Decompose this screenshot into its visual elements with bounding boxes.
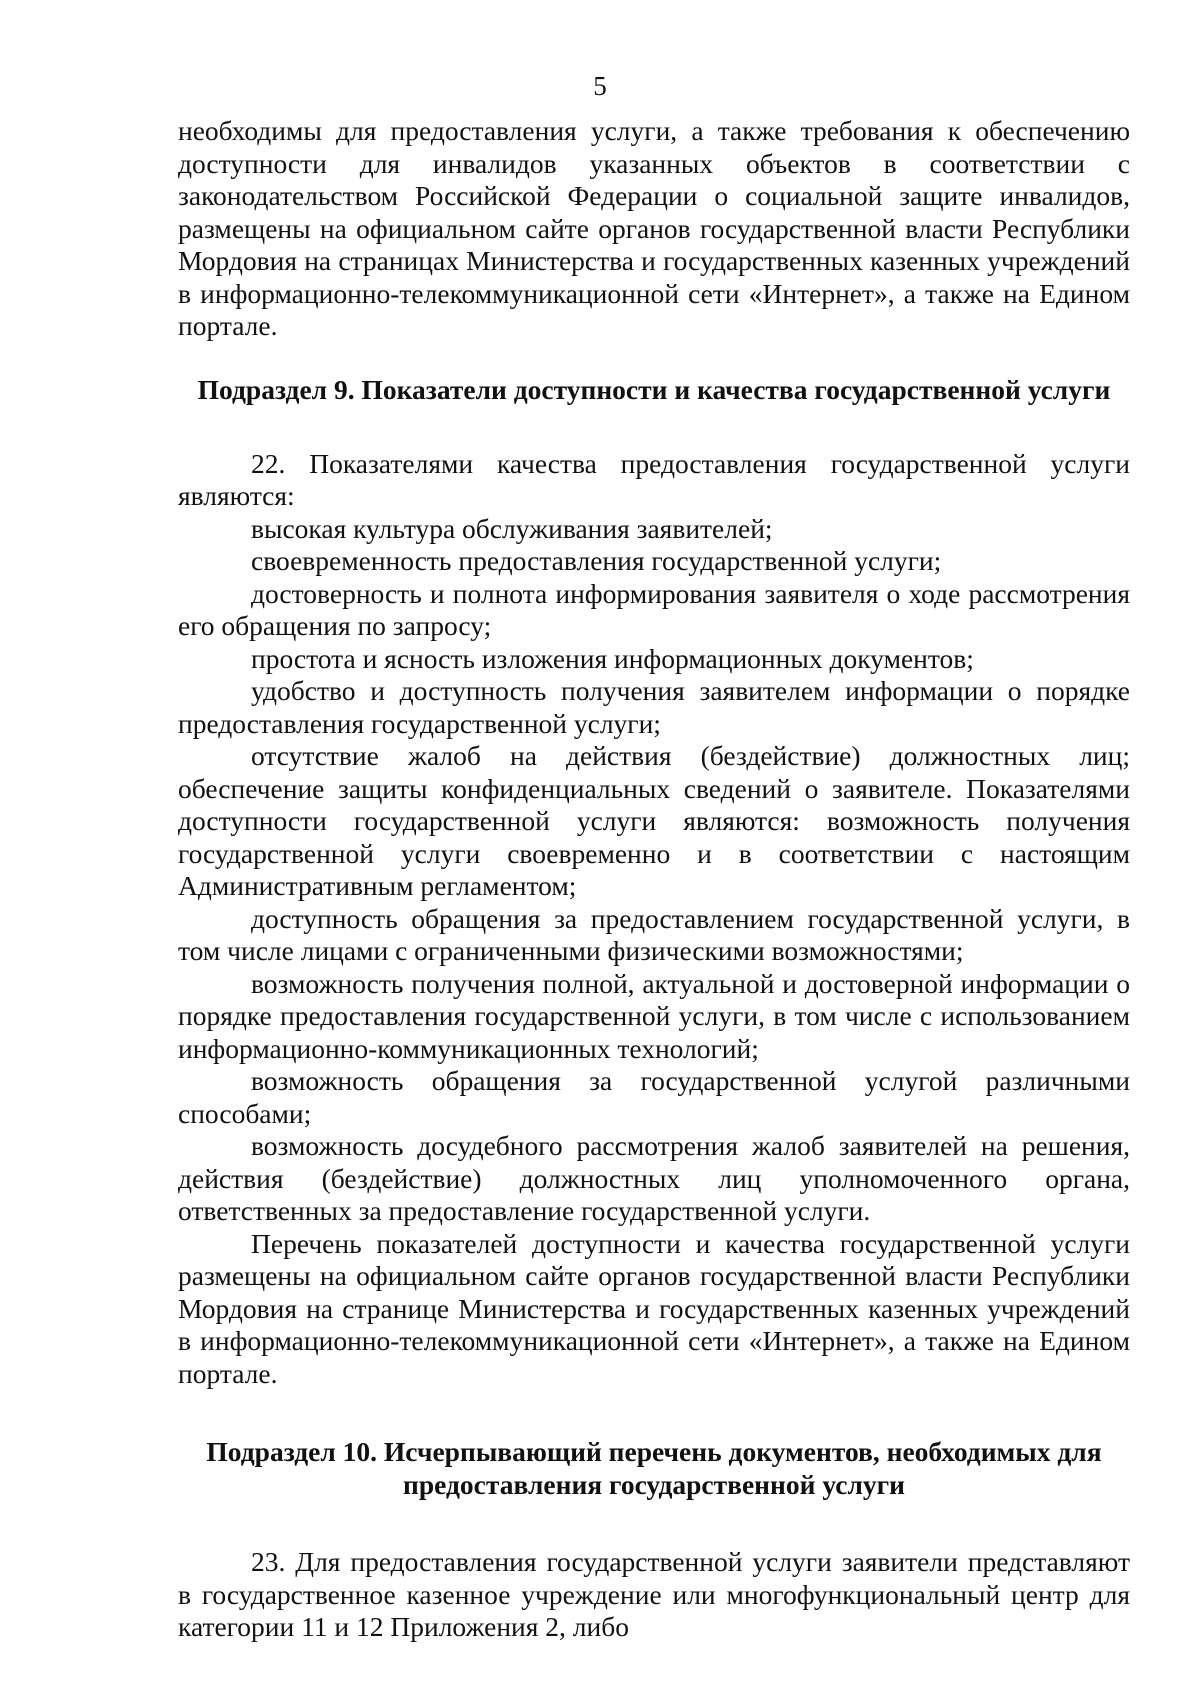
- paragraph-publication: Перечень показателей доступности и качества государственной услуги размещены на официальном сайте органов государственной власти Республики Мордовия на странице Министерства и государственных казенных учреждений в информационно-телекоммуникационной сети «Интернет», а также на Едином портале.: [178, 1227, 1130, 1389]
- paragraph-23: 23. Для предоставления государственной услуги заявители представляют в государственное казенное учреждение или многофункциональный центр для категории 11 и 12 Приложения 2, либо: [178, 1546, 1130, 1642]
- paragraph-22: 22. Показателями качества предоставления государственной услуги являются:: [178, 447, 1130, 511]
- list-item-information: возможность получения полной, актуальной и достоверной информации о порядке предоставления государственной услуги, в том числе с использованием информационно-коммуникационных технологий;: [178, 967, 1130, 1064]
- list-item-methods: возможность обращения за государственной услугой различными способами;: [178, 1065, 1130, 1129]
- page-number: 5: [593, 71, 607, 101]
- list-item-timeliness: своевременность предоставления государственной услуги;: [251, 545, 942, 576]
- paragraph-continued: необходимы для предоставления услуги, а также требования к обеспечению доступности для инвалидов указанных объектов в соответствии с законодательством Российской Федерации о социальной защите инвалидов, размещены на официальном сайте органов государственной власти Республики Мордовия на страницах Министерства и государственных казенных учреждений в информационно-телекоммуникационной сети «Интернет», а также на Едином портале.: [178, 115, 1130, 341]
- list-item-appeal: возможность досудебного рассмотрения жалоб заявителей на решения, действия (бездействие) должностных лиц уполномоченного органа, ответственных за предоставление государственной услуги.: [178, 1130, 1130, 1226]
- list-item-no-complaints: отсутствие жалоб на действия (бездействие) должностных лиц; обеспечение защиты конфиденциальных сведений о заявителе. Показателями доступности государственной услуги являются: возможность получения государственной услуги своевременно и в соответствии с настоящим Административным регламентом;: [178, 740, 1130, 901]
- section-10-heading: Подраздел 10. Исчерпывающий перечень документов, необходимых для предоставления государственной услуги: [206, 1436, 1102, 1500]
- list-item-accessibility: доступность обращения за предоставлением государственной услуги, в том числе лицами с ограниченными физическими возможностями;: [178, 902, 1130, 966]
- list-item-culture: высокая культура обслуживания заявителей;: [251, 512, 773, 544]
- list-item-reliability: достоверность и полнота информирования заявителя о ходе рассмотрения его обращения по запросу;: [178, 577, 1130, 641]
- list-item-convenience: удобство и доступность получения заявителем информации о порядке предоставления государственной услуги;: [178, 675, 1130, 739]
- list-item-clarity: простота и ясность изложения информационных документов;: [251, 642, 974, 674]
- section-9-heading: Подраздел 9. Показатели доступности и качества государственной услуги: [197, 373, 1111, 405]
- document-body: [178, 115, 1130, 1644]
